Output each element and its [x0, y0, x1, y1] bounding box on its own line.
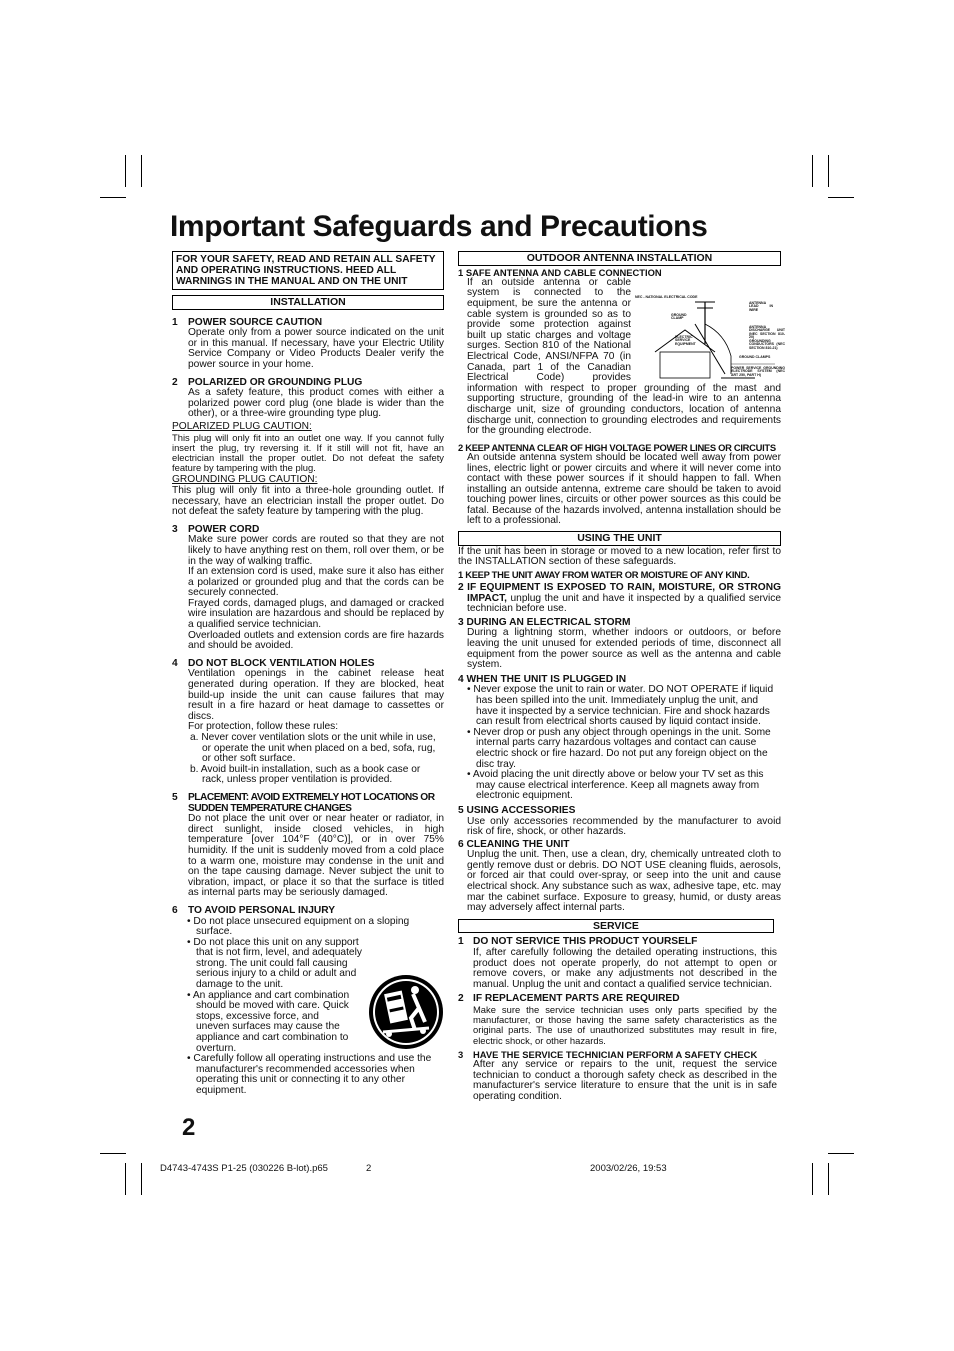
left-column	[172, 251, 444, 1097]
crop-mark	[828, 155, 829, 187]
outdoor-antenna-heading: OUTDOOR ANTENNA INSTALLATION	[458, 251, 781, 266]
using-the-unit-heading: USING THE UNIT	[458, 531, 781, 546]
list-item: • Do not place unsecured equipment on a sloping surface.	[187, 915, 410, 938]
crop-mark	[125, 1163, 126, 1195]
antenna-diagram	[635, 294, 785, 380]
list-item: • Do not place this unit on any support that is not firm, level, and adequately strong. The unit could fall causing serious injury to a child or adult and damage to the unit.	[187, 936, 362, 991]
section-body: Make sure the service technician uses only parts specified by the manufacturer, or those having the same safety characteristics as the original parts. The use of unauthorized substitutes may result in fire, electric shock, or other hazards.	[473, 1004, 777, 1046]
crop-mark	[828, 1153, 854, 1154]
section-body: Do not place the unit over or near heater or radiator, in direct sunlight, inside closed vehicles, in high temperature [over 104°F (40°C)], or in over 75% humidity. If the unit is suddenly moved from a cold place to a warm one, moisture may condense in the unit and on the tape causing damage. Never subject the unit to vibration, impact, or place it so that the surface is titled as internal parts may be seriously damaged.	[188, 813, 444, 899]
diagram-label: GROUND CLAMP	[671, 312, 687, 321]
crop-mark	[812, 1163, 813, 1195]
list-item: a. Never cover ventilation slots or the unit while in use, or operate the unit when placed on a bed, sofa, rug, or other soft surface.	[190, 732, 436, 765]
section-body: If the unit has been in storage or moved to a new location, refer first to the INSTALLATION section of these safeguards.	[458, 545, 781, 568]
section-heading: 4 WHEN THE UNIT IS PLUGGED IN	[458, 673, 627, 685]
section-body: For protection, follow these rules:	[188, 721, 339, 733]
section-heading: 5 PLACEMENT: AVOID EXTREMELY HOT LOCATIONS OR SUDDEN TEMPERATURE CHANGES	[172, 791, 435, 814]
section-heading: 2 KEEP ANTENNA CLEAR OF HIGH VOLTAGE POWER LINES OR CIRCUITS	[458, 441, 776, 453]
section-heading: 6 CLEANING THE UNIT	[458, 838, 570, 850]
section-body: Frayed cords, damaged plugs, and damaged or cracked wire insulation are hazardous and should be replaced by a qualified service technician.	[188, 597, 444, 631]
crop-mark	[100, 1153, 126, 1154]
section-body: Use only accessories recommended by the manufacturer to avoid risk of fire, shock, or other hazards.	[467, 815, 781, 838]
section-body: NEC - NATIONAL ELECTRICAL CODE ANTENNA LEAD IN WIRE GROUND CLAMP ANTENNA DISCHARGE UNIT (NEC SECTION 810-20) ELECTRIC SERVICE EQUIPMENT GROUNDING CONDUCTORS (NEC SECTION 810-21) GROUND CLAMPS POWER SERVICE GROUNDING ELECTRODE SYSTEM (NEC ART 250, PART H) If an outside antenna or cable system is connected to the equipment, be sure the antenna or cable system is grounded so as to provide some protection against built up static charges and voltage surges. Section 810 of the National Electrical Code, ANSI/NFPA 70 (in Canada, part 1 of the Canadian Electrical Code) provides information with respect to proper grounding of the mast and supporting structure, grounding of the lead-in wire to an antenna discharge unit, size of grounding conductors, location of antenna discharge unit, connection to grounding electrodes and requirements for the grounding electrode.	[467, 276, 785, 437]
crop-mark	[125, 155, 126, 187]
section-heading: 4 DO NOT BLOCK VENTILATION HOLES	[172, 657, 375, 669]
crop-mark	[828, 197, 854, 198]
crop-mark	[812, 155, 813, 187]
section-heading: 3 DURING AN ELECTRICAL STORM	[458, 616, 631, 628]
crop-mark	[141, 155, 142, 187]
section-heading: 6 TO AVOID PERSONAL INJURY	[172, 904, 335, 916]
footer-file: D4743-4743S P1-25 (030226 B-lot).p65	[160, 1163, 328, 1174]
installation-heading: INSTALLATION	[172, 295, 444, 310]
safety-warning-box: FOR YOUR SAFETY, READ AND RETAIN ALL SAFETY AND OPERATING INSTRUCTIONS. HEED ALL WARNINGS IN THE MANUAL AND ON THE UNIT	[172, 251, 444, 290]
polarized-plug-caution-body: This plug will only fit into an outlet one way. If you cannot fully insert the plug, try reversing it. If it still will not fit, have an electrician install the proper outlet. Do not defeat the safety feature by tampering with the plug.	[172, 431, 444, 474]
right-column	[458, 251, 785, 1102]
diagram-label: POWER SERVICE GROUNDING ELECTRODE SYSTEM (NEC ART 250, PART H)	[731, 365, 785, 377]
page-number: 2	[182, 1114, 196, 1141]
cart-tip-over-warning-icon	[367, 974, 445, 1050]
footer-date: 2003/02/26, 19:53	[590, 1163, 667, 1174]
section-body: During a lightning storm, whether indoors or outdoors, or before leaving the unit unused for extended periods of time, disconnect all equipment from the power source as well as the antenna and cable system.	[467, 627, 781, 671]
section-body: After any service or repairs to the unit, request the service technician to conduct a thorough safety check as described in the manufacturer's service literature to ensure that the unit is in safe operating condition.	[473, 1059, 777, 1102]
section-heading: 2 POLARIZED OR GROUNDING PLUG	[172, 376, 363, 388]
section-heading: 1 SAFE ANTENNA AND CABLE CONNECTION	[458, 266, 662, 278]
section-heading: 1 POWER SOURCE CAUTION	[172, 316, 323, 328]
crop-mark	[141, 1163, 142, 1195]
list-item: • Carefully follow all operating instructions and use the manufacturer's recommended accessories when operating this unit or connecting it to any other equipment.	[187, 1053, 432, 1096]
section-body: If, after carefully following the detailed operating instructions, this product does not operate properly, do not attempt to open or remove covers, or make any adjustments not described in the manual. Unplug the unit and contact a qualified service technician.	[473, 947, 777, 990]
list-item: b. Avoid built-in installation, such as a book case or rack, unless proper ventilation is provided.	[190, 763, 421, 786]
diagram-label: ANTENNA LEAD IN WIRE	[749, 300, 773, 312]
section-heading: 3 POWER CORD	[172, 523, 260, 535]
grounding-plug-caution-body: This plug will only fit into a three-hole grounding outlet. If necessary, have an electrician install the proper outlet. Do not defeat the safety feature by tampering with the plug.	[172, 484, 444, 518]
section-heading: 5 USING ACCESSORIES	[458, 804, 576, 816]
list-item: • An appliance and cart combination should be moved with care. Quick stops, excessive force, and uneven surfaces may cause the appliance and cart combination to overturn.	[187, 989, 350, 1054]
diagram-label: GROUNDING CONDUCTORS (NEC SECTION 810-21)	[749, 338, 785, 350]
section-body: Operate only from a power source indicated on the unit or in this manual. If necessary, have your Electric Utility Service Company or Video Products Dealer verify the power source in your home.	[188, 327, 444, 370]
list-item: • Never expose the unit to rain or water. DO NOT OPERATE if liquid has been spilled into the unit. Immediately unplug the unit, and have it inspected by a service technician. Fire and shock hazards can result from electrical shorts caused by liquid contact inside.	[467, 684, 774, 728]
section-body: Overloaded outlets and extension cords are fire hazards and should be avoided.	[188, 629, 444, 652]
section-body: As a safety feature, this product comes with either a polarized power cord plug (one blade is wider than the other), or a three-wire grounding type plug.	[188, 387, 444, 420]
section-heading: 3 HAVE THE SERVICE TECHNICIAN PERFORM A SAFETY CHECK	[458, 1048, 758, 1060]
crop-mark	[100, 197, 126, 198]
section-body: An outside antenna system should be located well away from power lines, electric light or power circuits and where it will never come into contact with these power sources if it should happen to fall. When installing an outside antenna, extreme care should be taken to avoid touching power lines, circuits or other power sources as this could be fatal. Because of the hazards involved, antenna installation should be left to a professional.	[467, 451, 781, 527]
crop-mark	[828, 1163, 829, 1195]
footer-page: 2	[366, 1163, 372, 1174]
diagram-label: GROUND CLAMPS	[739, 354, 771, 359]
list-item: • Never drop or push any object through openings in the unit. Some internal parts carry hazardous voltages and contact can cause electric shock or fire hazard. Do not put any foreign object on the disc tray.	[467, 726, 771, 770]
section-heading: 1 KEEP THE UNIT AWAY FROM WATER OR MOISTURE OF ANY KIND.	[458, 568, 750, 580]
section-body: Ventilation openings in the cabinet release heat generated during operation. If they are blocked, heat build-up inside the unit can cause failures that may result in a fire hazard or heat damage to cassettes or discs.	[188, 668, 444, 722]
section-body: If an extension cord is used, make sure it also has either a polarized or grounded plug and that the cords can be securely connected.	[188, 566, 444, 599]
section-heading: 1 DO NOT SERVICE THIS PRODUCT YOURSELF	[458, 936, 698, 948]
diagram-label: ANTENNA DISCHARGE UNIT (NEC SECTION 810-20)	[749, 324, 785, 340]
diagram-label: ELECTRIC SERVICE EQUIPMENT	[675, 334, 696, 346]
section-heading: 2 IF REPLACEMENT PARTS ARE REQUIRED	[458, 993, 680, 1005]
polarized-plug-caution-title: POLARIZED PLUG CAUTION:	[172, 420, 312, 432]
page-title: Important Safeguards and Precautions	[170, 210, 708, 243]
service-heading: SERVICE	[458, 919, 774, 934]
section-body: Unplug the unit. Then, use a clean, dry, chemically untreated cloth to gently remove dust or debris. DO NOT USE cleaning fluids, aerosols, or forced air that could over-spray, or seep into the unit and cause electrical shock. Any substance such as wax, adhesive tape, etc. may mar the cabinet surface. Exposure to greasy, humid, or dusty areas may adversely affect internal parts.	[467, 849, 781, 914]
section-body: 2 IF EQUIPMENT IS EXPOSED TO RAIN, MOISTURE, OR STRONG IMPACT, unplug the unit and have it inspected by a qualified service technician before use.	[458, 582, 781, 615]
grounding-plug-caution-title: GROUNDING PLUG CAUTION:	[172, 474, 318, 486]
section-body: Make sure power cords are routed so that they are not likely to have anything rest on them, roll over them, or be in the way of walking traffic.	[188, 534, 444, 567]
diagram-label: NEC - NATIONAL ELECTRICAL CODE	[635, 294, 698, 299]
list-item: • Avoid placing the unit directly above or below your TV set as this may cause electrical interference. Keep all magnets away from electronic equipment.	[467, 769, 764, 802]
